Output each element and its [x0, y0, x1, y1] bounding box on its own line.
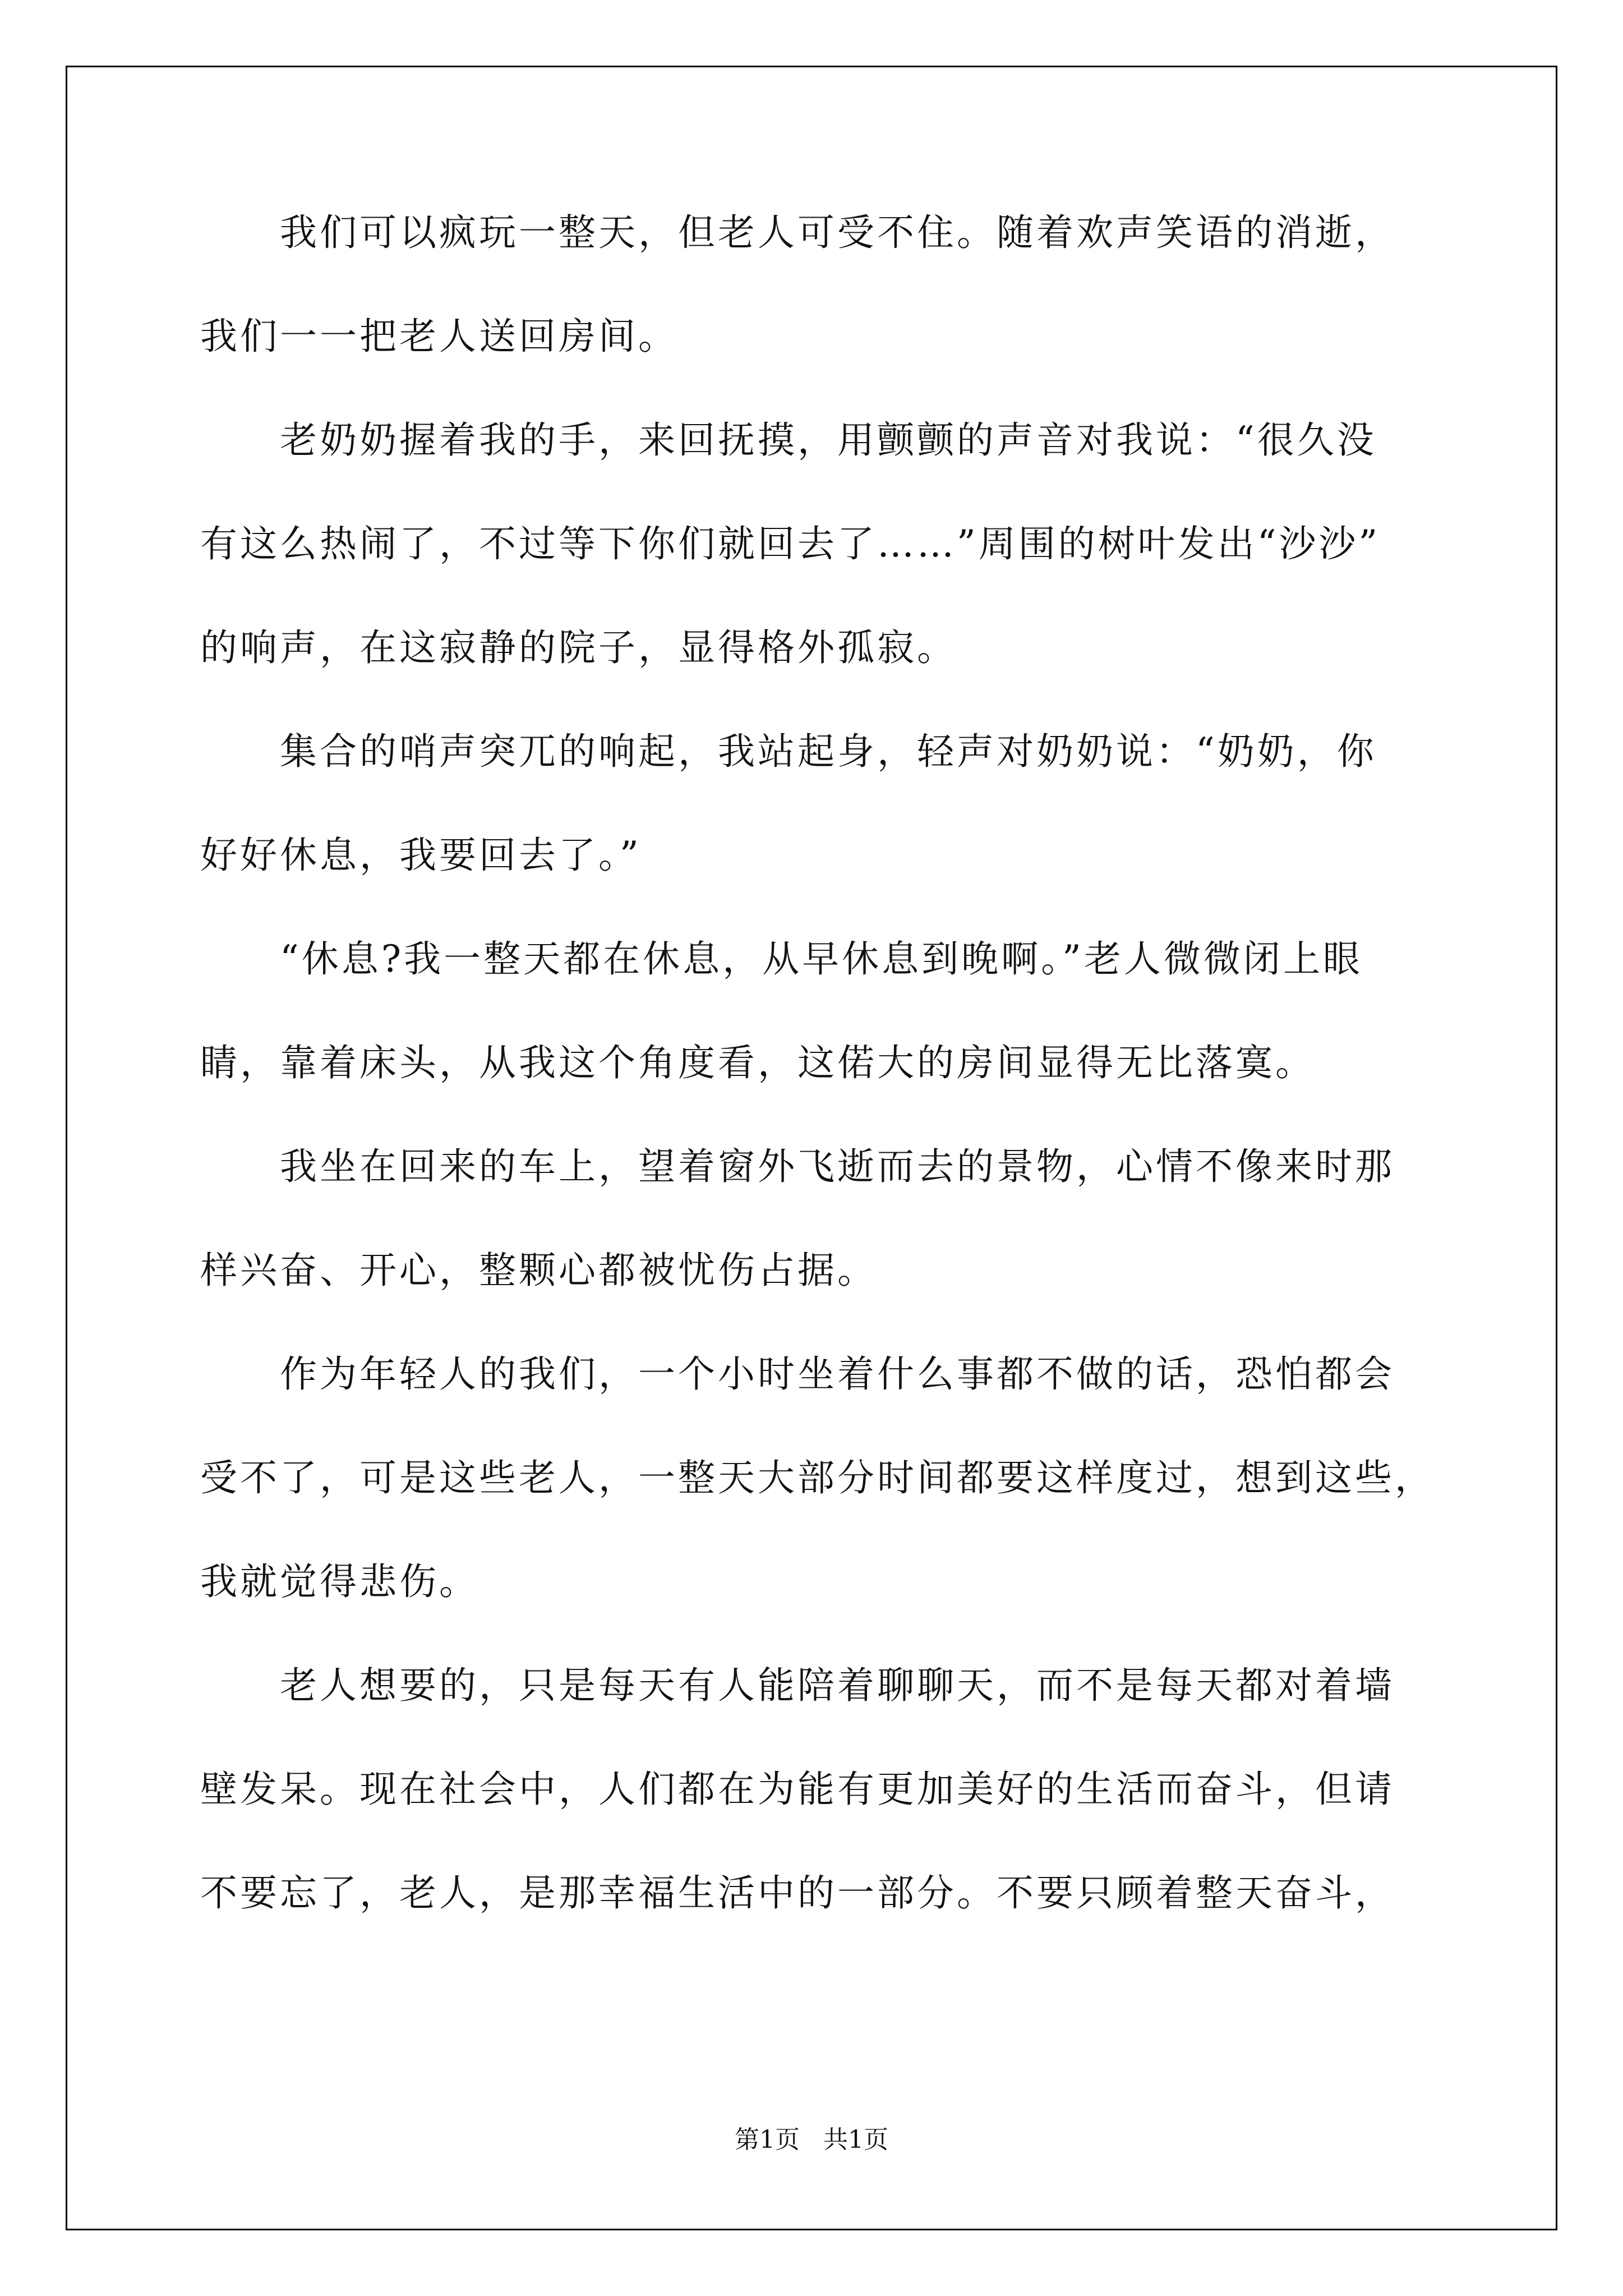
text-line: 我们可以疯玩一整天，但老人可受不住。随着欢声笑语的消逝，: [200, 211, 1395, 254]
text-line: 集合的哨声突兀的响起，我站起身，轻声对奶奶说：“奶奶，你: [200, 730, 1377, 773]
text-line: 样兴奋、开心，整颗心都被忧伤占据。: [200, 1249, 877, 1292]
text-line: 我们一一把老人送回房间。: [200, 315, 678, 358]
document-body: [200, 208, 1434, 1918]
text-line: 老人想要的，只是每天有人能陪着聊聊天，而不是每天都对着墙: [200, 1664, 1395, 1707]
text-line: 我就觉得悲伤。: [200, 1560, 479, 1603]
text-line: 壁发呆。现在社会中，人们都在为能有更加美好的生活而奋斗，但请: [200, 1768, 1395, 1811]
text-line: 老奶奶握着我的手，来回抚摸，用颤颤的声音对我说：“很久没: [200, 418, 1377, 462]
text-line: 的响声，在这寂静的院子，显得格外孤寂。: [200, 626, 957, 669]
text-line: 有这么热闹了，不过等下你们就回去了……”周围的树叶发出“沙沙”: [200, 522, 1381, 565]
text-line: 作为年轻人的我们，一个小时坐着什么事都不做的话，恐怕都会: [200, 1352, 1395, 1396]
text-line: 不要忘了，老人，是那幸福生活中的一部分。不要只顾着整天奋斗，: [200, 1871, 1395, 1915]
page-footer: 第1页 共1页: [735, 2125, 888, 2154]
text-line: 睛，靠着床头，从我这个角度看，这偌大的房间显得无比落寞。: [200, 1041, 1315, 1084]
text-line: 我坐在回来的车上，望着窗外飞逝而去的景物，心情不像来时那: [200, 1145, 1395, 1188]
text-line: 受不了，可是这些老人，一整天大部分时间都要这样度过，想到这些，: [200, 1456, 1435, 1499]
text-line: “休息?我一整天都在休息，从早休息到晚啊。”老人微微闭上眼: [200, 937, 1363, 981]
text-line: 好好休息，我要回去了。”: [200, 834, 642, 877]
